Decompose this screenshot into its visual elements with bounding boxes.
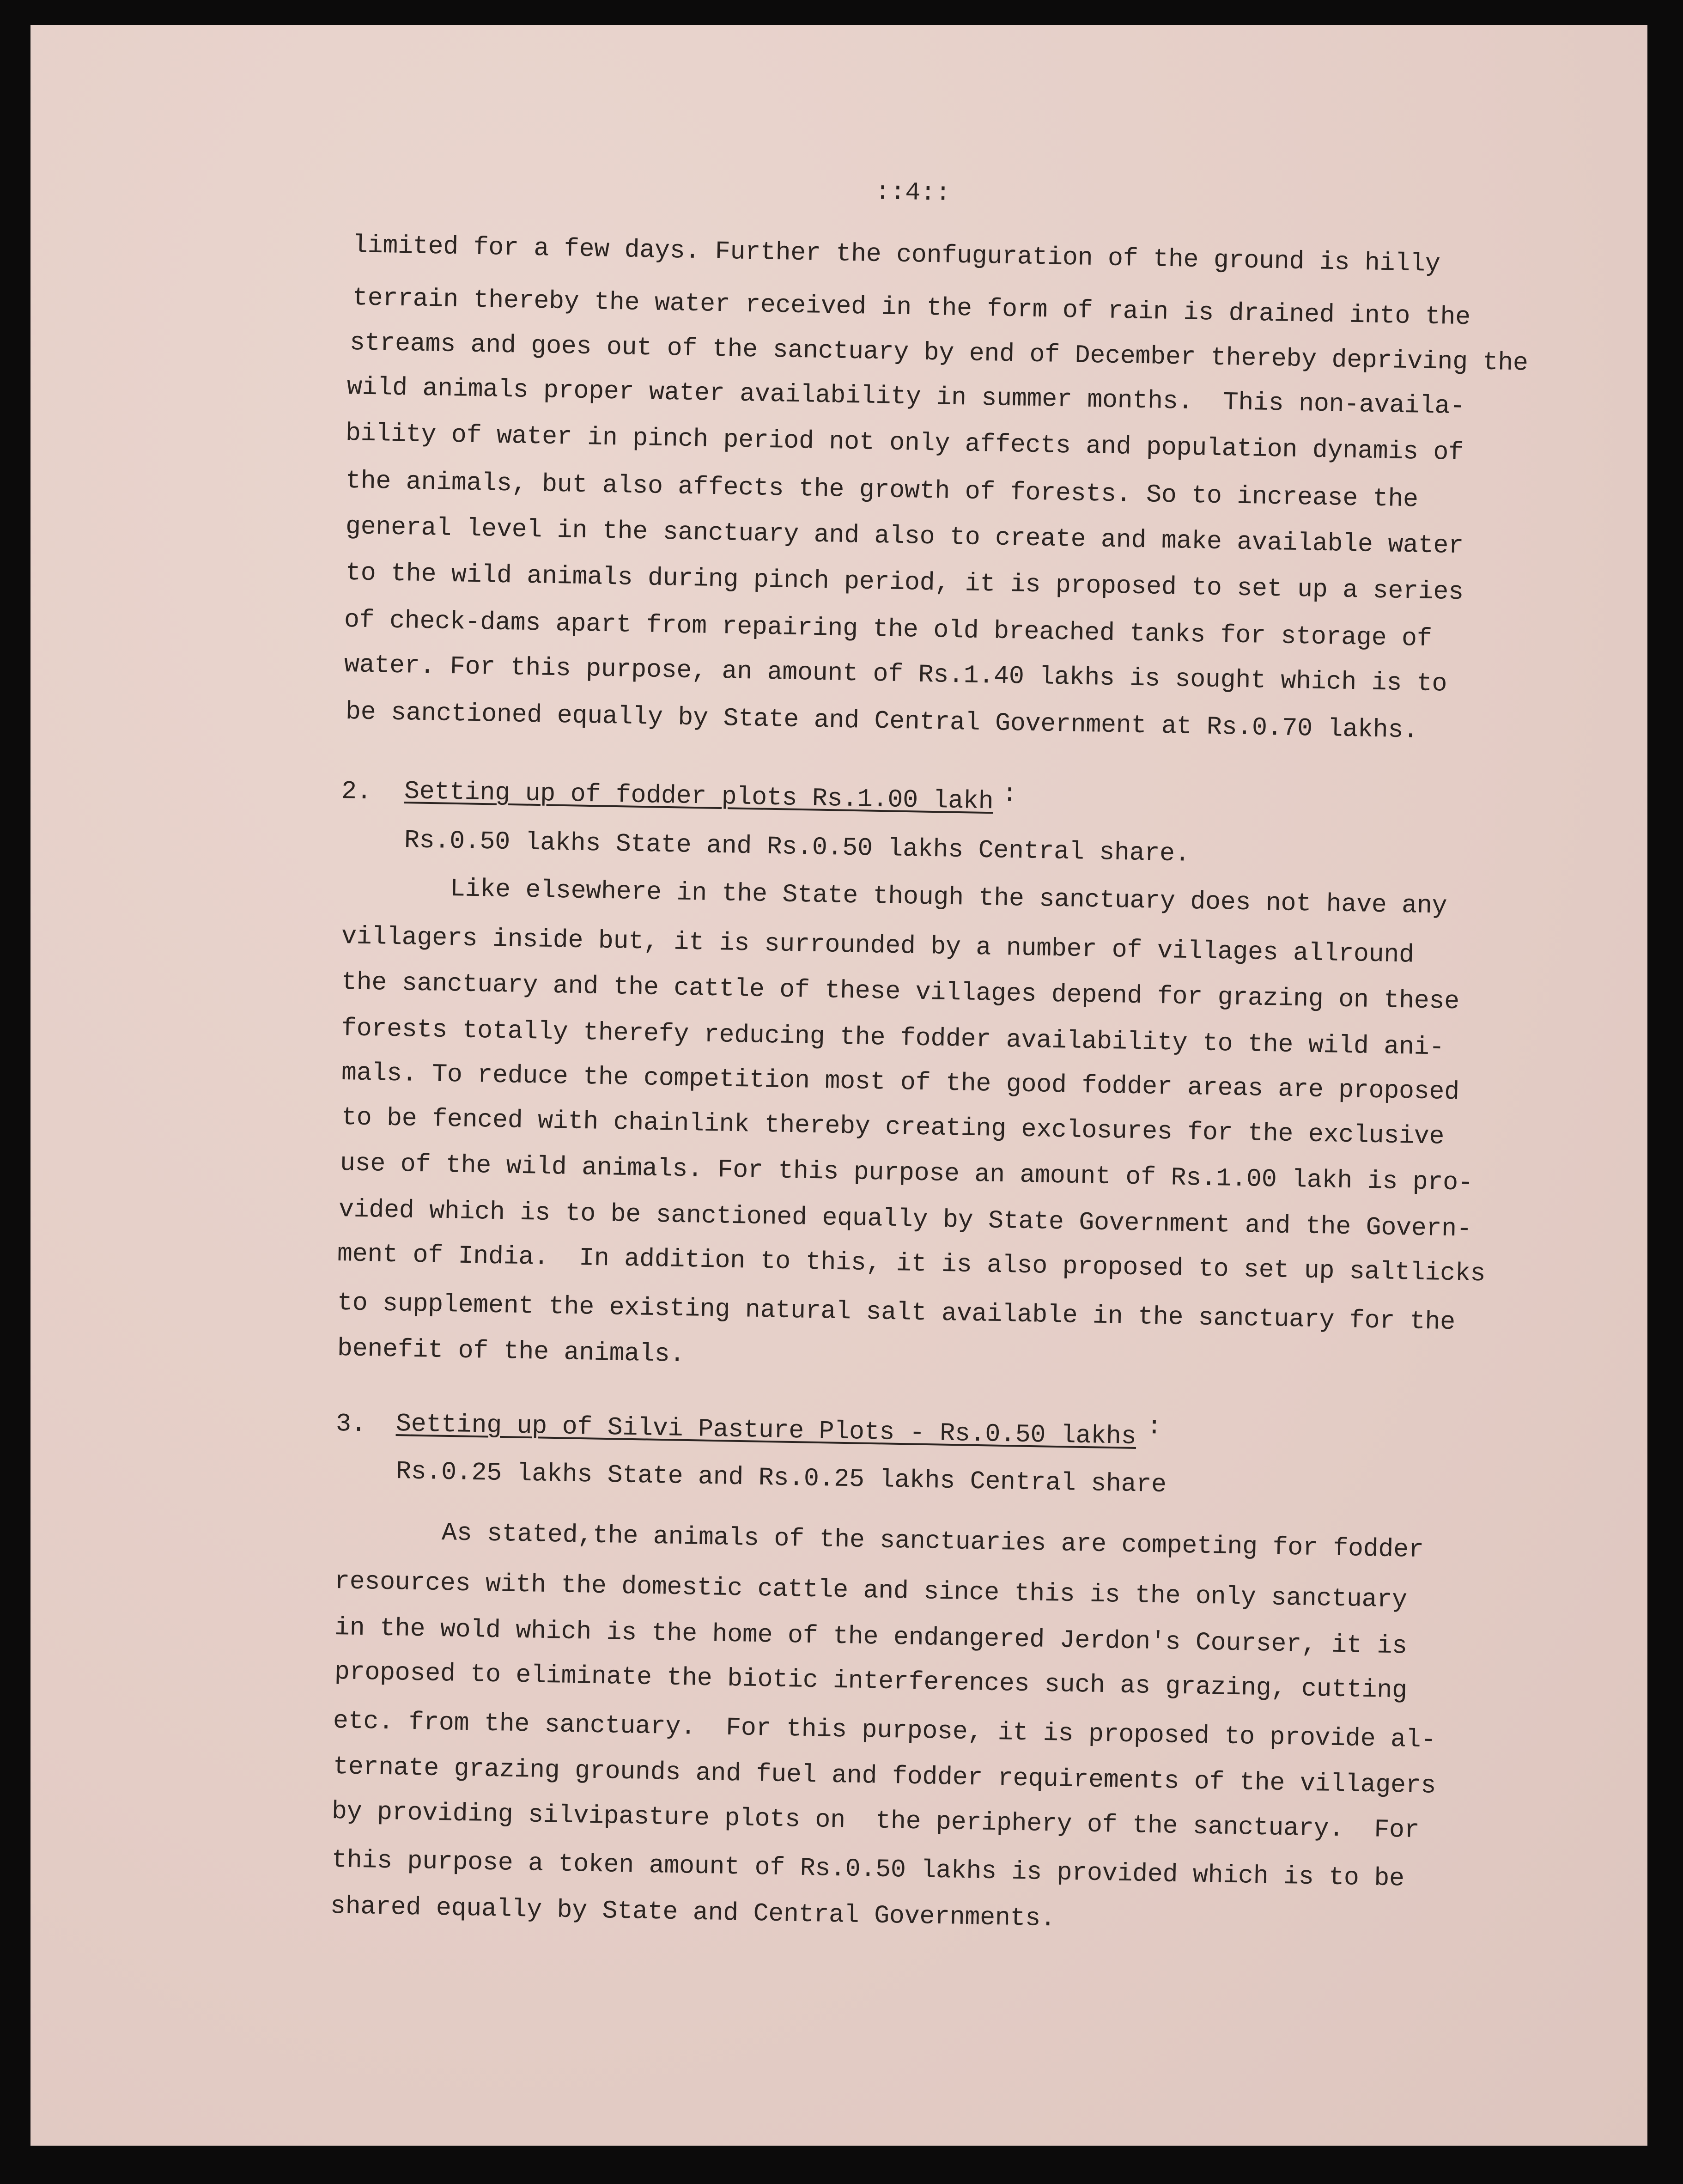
page-number: ::4:: — [875, 177, 951, 208]
section-heading-colon: : — [1002, 779, 1018, 809]
paragraph-line: the animals, but also affects the growth of forests. So to increase the — [345, 466, 1419, 514]
paragraph-line: benefit of the animals. — [337, 1334, 685, 1369]
paragraph-line: forests totally therefy reducing the fodder availability to the wild ani- — [341, 1014, 1445, 1062]
section-heading-colon: : — [1146, 1412, 1162, 1442]
section-heading: Setting up of Silvi Pasture Plots - Rs.0.50 lakhs — [395, 1409, 1136, 1451]
paragraph-line: use of the wild animals. For this purpose an amount of Rs.1.00 lakh is pro- — [340, 1149, 1474, 1198]
paragraph-line: streams and goes out of the sanctuary by end of December thereby depriving the — [349, 328, 1529, 378]
paragraph-line: in the wold which is the home of the endangered Jerdon's Courser, it is — [334, 1613, 1408, 1661]
paragraph-line: vided which is to be sanctioned equally by State Government and the Govern- — [338, 1195, 1472, 1244]
paragraph-line: this purpose a token amount of Rs.0.50 lakhs is provided which is to be — [331, 1845, 1405, 1893]
paragraph-line: proposed to eliminate the biotic interferences such as grazing, cutting — [334, 1657, 1408, 1705]
paragraph-line: mals. To reduce the competition most of the good fodder areas are proposed — [341, 1058, 1460, 1107]
paragraph-line: of check-dams apart from repairing the old breached tanks for storage of — [344, 605, 1432, 654]
paragraph-line: Like elsewhere in the State though the sanctuary does not have any — [450, 874, 1447, 921]
paragraph-line: to supplement the existing natural salt available in the sanctuary for the — [337, 1288, 1456, 1337]
paragraph-line: resources with the domestic cattle and since this is the only sanctuary — [334, 1567, 1408, 1615]
paragraph-line: general level in the sanctuary and also to create and make available water — [345, 512, 1464, 561]
paragraph-line: villagers inside but, it is surrounded by a number of villages allround — [341, 922, 1415, 970]
paragraph-line: ternate grazing grounds and fuel and fodder requirements of the villagers — [333, 1752, 1436, 1801]
paragraph-line: be sanctioned equally by State and Central Government at Rs.0.70 lakhs. — [345, 697, 1419, 745]
section-number: 2. — [341, 777, 372, 807]
paragraph-line: As stated,the animals of the sanctuaries are competing for fodder — [441, 1518, 1424, 1565]
paragraph-line: bility of water in pinch period not only affects and population dynamis of — [345, 419, 1464, 468]
share-line: Rs.0.25 lakhs State and Rs.0.25 lakhs Central share — [395, 1457, 1167, 1500]
share-line: Rs.0.50 lakhs State and Rs.0.50 lakhs Central share. — [404, 826, 1190, 869]
paragraph-line: terrain thereby the water received in the form of rain is drained into the — [352, 283, 1471, 332]
paragraph-line: wild animals proper water availability in summer months. This non-availa- — [346, 372, 1465, 421]
paragraph-line: to the wild animals during pinch period, it is proposed to set up a series — [345, 558, 1464, 607]
section-heading: Setting up of fodder plots Rs.1.00 lakh — [404, 777, 994, 816]
paragraph-line: the sanctuary and the cattle of these villages depend for grazing on these — [341, 967, 1460, 1016]
paragraph-line: shared equally by State and Central Governments. — [330, 1892, 1056, 1934]
paragraph-line: etc. from the sanctuary. For this purpose, it is proposed to provide al- — [333, 1706, 1436, 1755]
paragraph-line: to be fenced with chainlink thereby creating exclosures for the exclusive — [341, 1103, 1445, 1151]
section-number: 3. — [335, 1409, 366, 1439]
paragraph-line: ment of India. In addition to this, it is also proposed to set up saltlicks — [337, 1239, 1486, 1289]
paragraph-line: by providing silvipasture plots on the periphery of the sanctuary. For — [331, 1797, 1420, 1845]
paragraph-line: water. For this purpose, an amount of Rs.1.40 lakhs is sought which is to — [344, 650, 1447, 699]
paragraph-line: limited for a few days. Further the confuguration of the ground is hilly — [352, 231, 1440, 279]
